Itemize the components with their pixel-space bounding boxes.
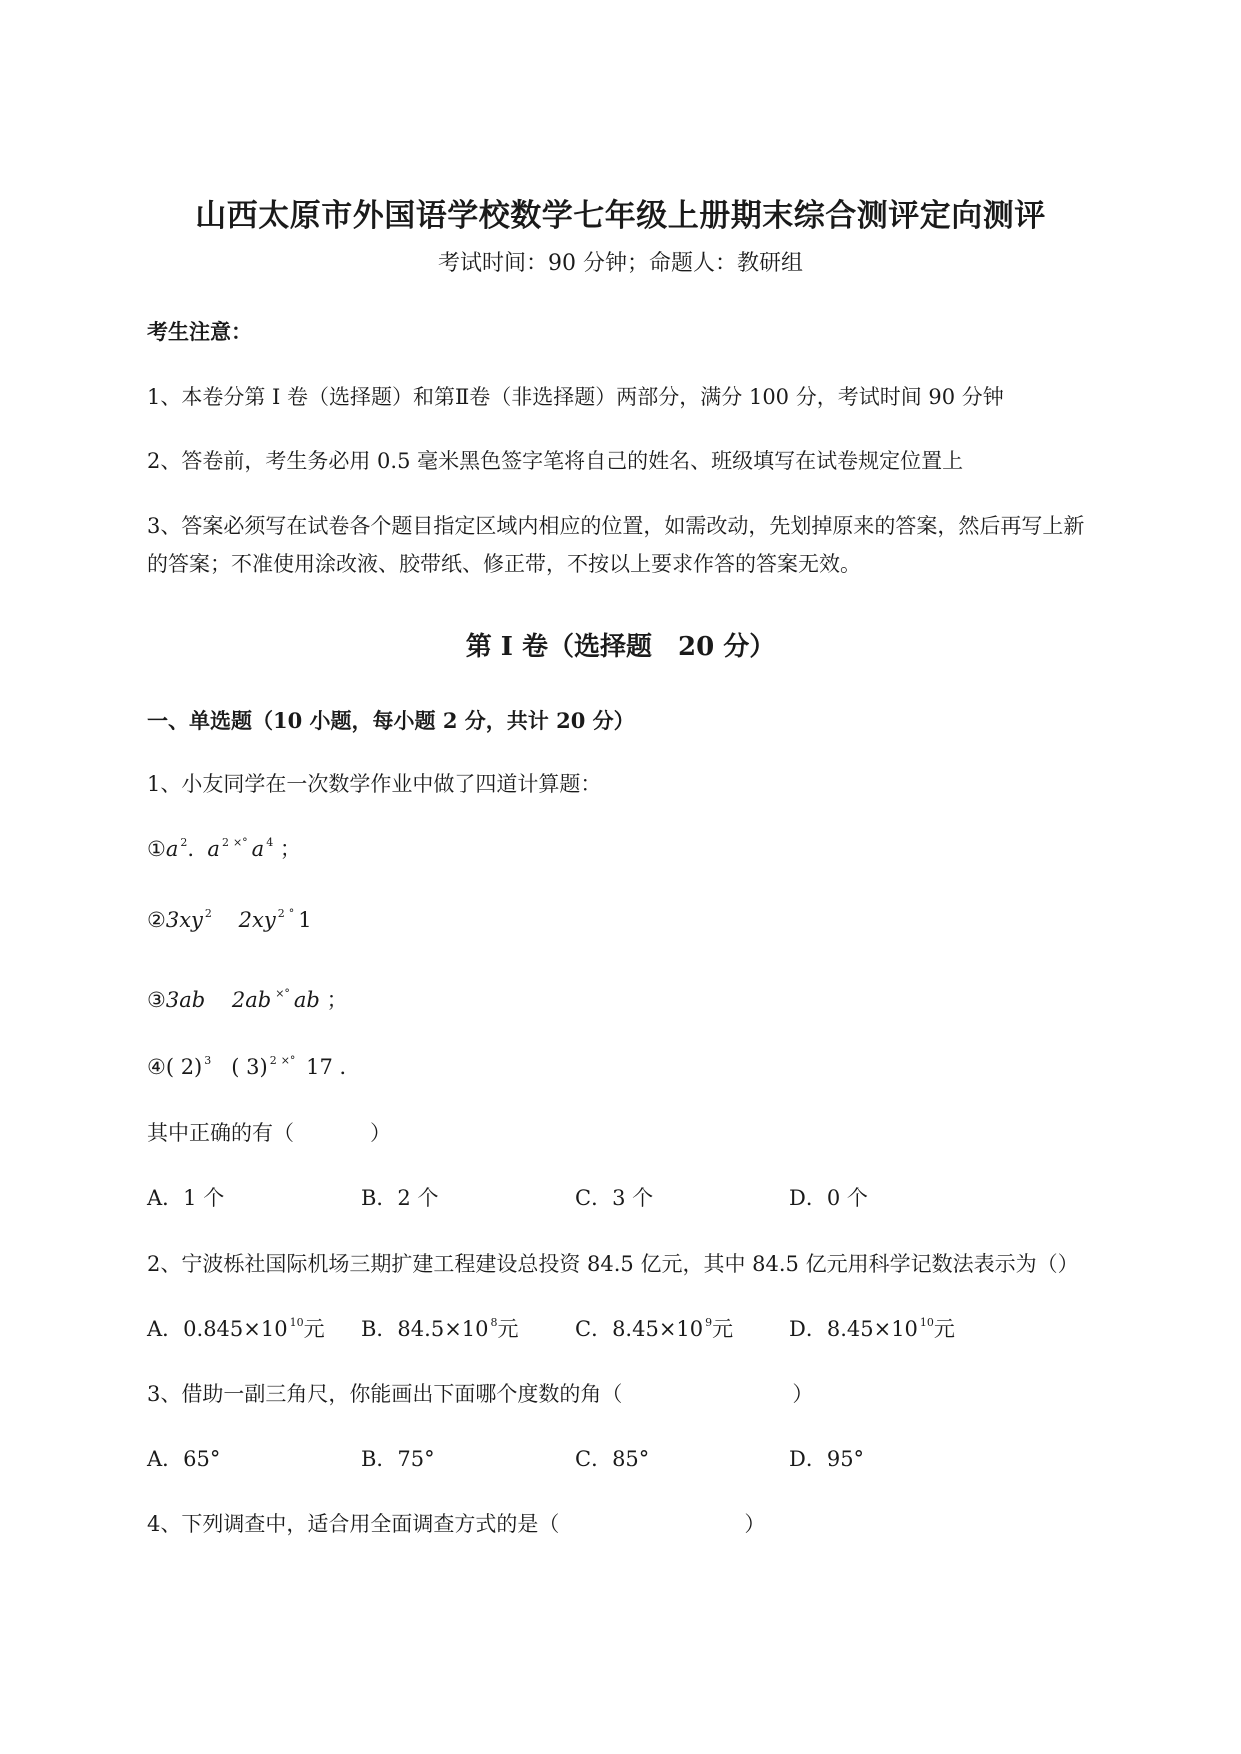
question-1-item-1: ①a $^2$. a $^2$ ×° a $^4$ ；	[147, 836, 301, 861]
notice-item-3-line-1: 3、答案必须写在试卷各个题目指定区域内相应的位置，如需改动，先划掉原来的答案，然后再写上新	[147, 514, 1085, 538]
section-title: 第 I 卷（选择题 20 分）	[465, 632, 776, 662]
question-1-item-3: ③3ab 2ab ×° ab ；	[147, 987, 348, 1012]
question-1-ask: 其中正确的有（ ）	[147, 1121, 391, 1145]
question-3-stem: 3、借助一副三角尺，你能画出下面哪个度数的角（ ）	[147, 1382, 814, 1406]
question-2-option-d: D．8.45×10 $^{10}$元	[789, 1316, 955, 1341]
question-2-option-c: C．8.45×10 $^9$元	[575, 1316, 734, 1341]
question-1-option-a: A．1 个	[147, 1186, 225, 1210]
question-3-option-c: C．85°	[575, 1447, 650, 1471]
question-2-option-b: B．84.5×10 $^8$元	[361, 1316, 519, 1341]
question-1-option-d: D．0 个	[789, 1186, 868, 1210]
question-1-option-b: B．2 个	[361, 1186, 439, 1210]
part-heading: 一、单选题（10 小题，每小题 2 分，共计 20 分）	[147, 708, 635, 733]
notice-item-2: 2、答卷前，考生务必用 0.5 毫米黑色签字笔将自己的姓名、班级填写在试卷规定位置上	[147, 449, 964, 473]
question-1-stem: 1、小友同学在一次数学作业中做了四道计算题：	[147, 772, 602, 796]
question-4-stem: 4、下列调查中，适合用全面调查方式的是（ ）	[147, 1512, 766, 1536]
question-2-stem: 2、宁波栎社国际机场三期扩建工程建设总投资 84.5 亿元，其中 84.5 亿元用科学记数法表示为（）	[147, 1252, 1079, 1276]
notice-item-1: 1、本卷分第 I 卷（选择题）和第Ⅱ卷（非选择题）两部分，满分 100 分，考试时间 90 分钟	[147, 385, 1004, 409]
notice-item-3-line-2: 的答案；不准使用涂改液、胶带纸、修正带，不按以上要求作答的答案无效。	[147, 552, 861, 576]
notice-heading: 考生注意：	[147, 319, 252, 344]
question-1-item-2: ②3xy $^2$ 2xy $^2$ ° 1	[147, 907, 312, 932]
question-2-option-a: A．0.845×10 $^{10}$元	[147, 1316, 325, 1341]
exam-title: 山西太原市外国语学校数学七年级上册期末综合测评定向测评	[195, 198, 1046, 234]
question-3-option-a: A．65°	[147, 1447, 221, 1471]
question-1-item-4: ④( 2) $^3$ ( 3) $^2$ ×° 17 ．	[147, 1054, 361, 1079]
question-3-option-d: D．95°	[789, 1447, 865, 1471]
exam-subtitle: 考试时间：90 分钟；命题人：教研组	[438, 251, 803, 276]
question-1-option-c: C．3 个	[575, 1186, 654, 1210]
question-3-option-b: B．75°	[361, 1447, 435, 1471]
